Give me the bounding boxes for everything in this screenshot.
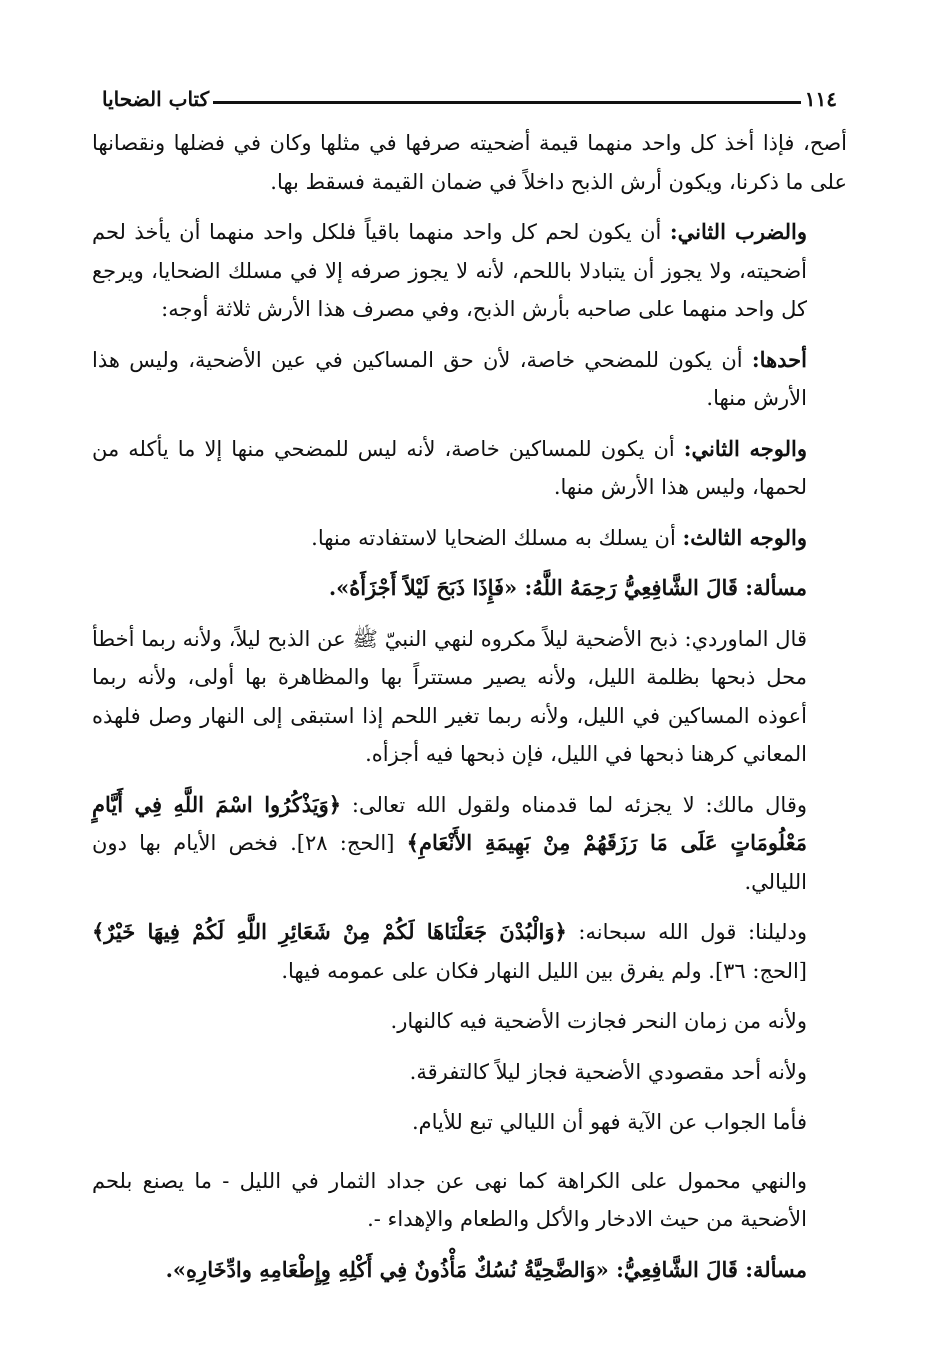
page-header: [92, 82, 847, 116]
paragraph-text: والنهي محمول على الكراهة كما نهى عن جداد الثمار في الليل - ما يصنع بلحم الأضحية من حيث الادخار والأكل والطعام والإهداء -.: [92, 1168, 807, 1231]
paragraph-text: أصح، فإذا أخذ كل واحد منهما قيمة أضحيته صرفها في مثلها وكان في فضلها ونقصانها على ما ذكرنا، ويكون أرش الذبح داخلاً في ضمان القيمة فسقط بها.: [92, 131, 847, 194]
paragraph: [92, 213, 847, 329]
paragraph-text: [الحج: ٢٨]. فخص الأيام بها دون الليالي.: [92, 831, 807, 894]
header-rule: [213, 101, 801, 104]
paragraph-lead: أحدها:: [751, 346, 807, 372]
paragraph-lead: والضرب الثاني:: [669, 219, 807, 244]
paragraph-text: أن يكون لحم كل واحد منهما باقياً فلكل واحد منهما أن يأخذ لحم أضحيته، ولا يجوز أن يتبادلا باللحم، لأنه لا يجوز صرفه إلا في مسلك الضحايا، ويرجع كل واحد منهما على صاحبه بأرش الذبح، وفي مصرف هذا الأرش ثلاثة أوجه:: [92, 220, 807, 321]
paragraph: [92, 1162, 847, 1239]
paragraph-lead: والوجه الثالث:: [682, 524, 807, 550]
paragraph: [92, 341, 847, 418]
paragraph-text: أن يسلك به مسلك الضحايا لاستفادته منها.: [311, 525, 683, 550]
paragraph-lead: والوجه الثاني:: [683, 435, 808, 461]
paragraph-text: ودليلنا: قول الله سبحانه:: [566, 920, 807, 944]
masala-heading: [92, 569, 847, 608]
paragraph: [92, 1103, 847, 1142]
paragraph: [92, 620, 847, 774]
paragraph-text: ولأنه أحد مقصودي الأضحية فجاز ليلاً كالتفرقة.: [409, 1059, 807, 1084]
quran-verse: ﴿وَالْبُدْنَ جَعَلْنَاهَا لَكُمْ مِنْ شَعَائِرِ اللَّهِ لَكُمْ فِيهَا خَيْرٌ﴾: [92, 919, 567, 944]
paragraph-text: وقال مالك: لا يجزئه لما قدمناه ولقول الله تعالى:: [341, 792, 807, 817]
paragraph: [92, 519, 847, 558]
paragraph: [92, 786, 847, 902]
paragraph-lead: مسألة:: [745, 1256, 807, 1282]
paragraph-text: قال الماوردي: ذبح الأضحية ليلاً مكروه لنهي النبيّ ﷺ عن الذبح ليلاً، ولأنه ربما أخطأ محل ذبحها بظلمة الليل، ولأنه يصير مستتراً بها والمظاهرة بها أولى، ولأنه ربما أعوذه المساكين في الليل، ولأنه ربما تغير اللحم إذا استبقى إلى النهار وصل فلهذه المعاني كرهنا ذبحها في الليل، فإن ذبحها فيه أجزأه.: [92, 626, 807, 766]
paragraph: [92, 913, 847, 990]
paragraph-text: ولأنه من زمان النحر فجازت الأضحية فيه كالنهار.: [390, 1009, 807, 1033]
shafii-quote: قَالَ الشَّافِعِيُّ رَحِمَهُ اللَّهُ: «فَإِذَا ذَبَحَ لَيْلاً أَجْزَأَهُ».: [328, 575, 746, 600]
page-body: [92, 124, 847, 1301]
paragraph-text: [الحج: ٣٦]. ولم يفرق بين الليل النهار فكان على عمومه فيها.: [281, 958, 807, 983]
paragraph-text: أن يكون للمساكين خاصة، لأنه ليس للمضحي منها إلا ما يأكله من لحمها، وليس هذا الأرش منها.: [92, 436, 807, 499]
paragraph-lead: مسألة:: [745, 575, 807, 600]
paragraph-text: أن يكون للمضحي خاصة، لأن حق المساكين في عين الأضحية، وليس هذا الأرش منها.: [92, 347, 807, 410]
page-number: ١١٤: [804, 87, 837, 111]
paragraph: [92, 430, 847, 507]
shafii-quote: قَالَ الشَّافِعِيُّ: «وَالضَّحِيَّةُ نُسُكٌ مَأْذُونٌ فِي أَكْلِهِ وِإِطْعَامِهِ وادِّخَارِهِ».: [165, 1256, 746, 1282]
quran-verse: ﴿وَيَذْكُرُوا اسْمَ اللَّهِ فِي أَيَّامٍ مَعْلُومَاتٍ عَلَى مَا رَزَقَهُمْ مِنْ بَهِيمَةِ الأَنْعَامِ﴾: [92, 791, 808, 855]
paragraph: [92, 1053, 847, 1092]
chapter-title: كتاب الضحايا: [102, 87, 210, 111]
paragraph-text: فأما الجواب عن الآية فهو أن الليالي تبع للأيام.: [411, 1110, 807, 1134]
paragraph: [92, 1002, 847, 1041]
paragraph: [92, 124, 847, 201]
masala-heading: [92, 1251, 847, 1290]
